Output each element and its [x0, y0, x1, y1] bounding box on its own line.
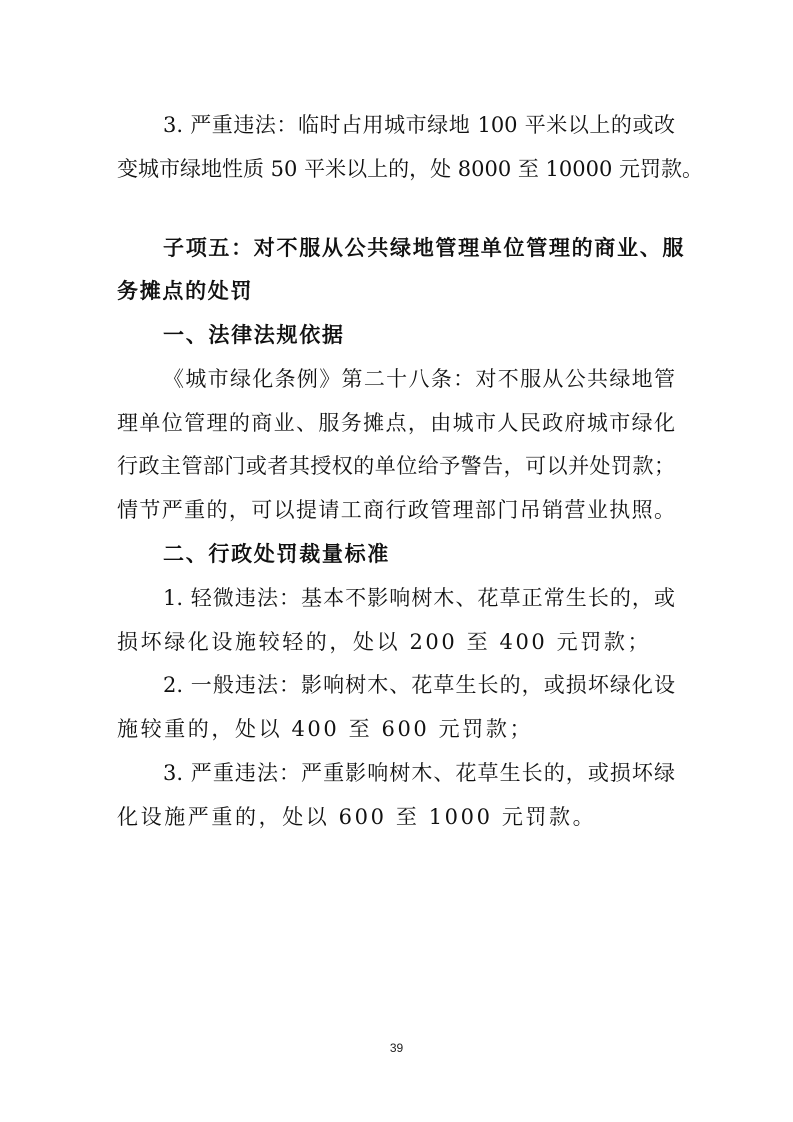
text-line: 1. 轻微违法：基本不影响树木、花草正常生长的，或 [163, 586, 675, 610]
text-line: 行政主管部门或者其授权的单位给予警告，可以并处罚款； [117, 454, 675, 478]
text-line: 施较重的，处以 400 至 600 元罚款； [117, 717, 534, 741]
text-line: 情节严重的，可以提请工商行政管理部门吊销营业执照。 [117, 498, 675, 522]
text-line: 3. 严重违法：严重影响树木、花草生长的，或损坏绿 [163, 761, 675, 785]
text-line: 损坏绿化设施较轻的，处以 200 至 400 元罚款； [117, 630, 652, 654]
text-line: 2. 一般违法：影响树木、花草生长的，或损坏绿化设 [163, 673, 675, 697]
text-line: 3. 严重违法：临时占用城市绿地 100 平米以上的或改 [163, 113, 675, 137]
text-line: 《城市绿化条例》第二十八条：对不服从公共绿地管 [163, 367, 675, 391]
subitem-heading-line: 务摊点的处罚 [117, 279, 254, 303]
page-number: 39 [389, 1041, 404, 1055]
section-heading: 一、法律法规依据 [163, 323, 345, 347]
subitem-heading-line: 子项五：对不服从公共绿地管理单位管理的商业、服 [163, 236, 686, 260]
text-line: 理单位管理的商业、服务摊点，由城市人民政府城市绿化 [117, 411, 675, 435]
section-heading: 二、行政处罚裁量标准 [163, 542, 390, 566]
text-line: 变城市绿地性质 50 平米以上的，处 8000 至 10000 元罚款。 [117, 157, 704, 181]
text-line: 化设施严重的，处以 600 至 1000 元罚款。 [117, 805, 597, 829]
